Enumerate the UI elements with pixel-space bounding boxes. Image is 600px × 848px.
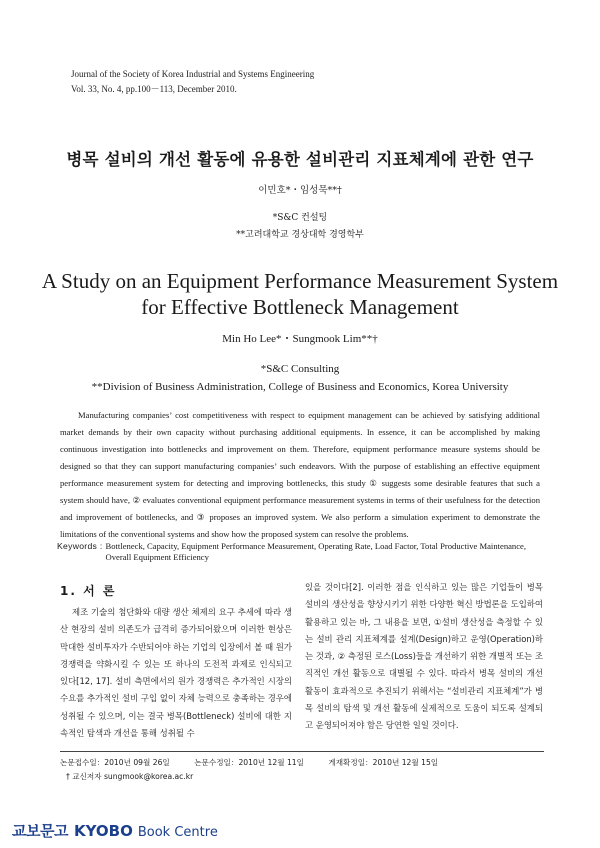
journal-volume: Vol. 33, No. 4, pp.100－113, December 2010.	[71, 84, 237, 94]
logo-korean: 교보문고	[12, 822, 68, 840]
section-heading: 1. 서 론	[60, 584, 117, 598]
english-authors: Min Ho Lee*・Sungmook Lim**†	[222, 333, 378, 345]
english-title-line-2: for Effective Bottleneck Management	[141, 295, 459, 319]
kyobo-watermark-logo	[12, 820, 218, 841]
submission-dates	[60, 757, 460, 768]
accepted-date: 게재확정일：2010년 12월 15일	[328, 758, 439, 767]
footnote-divider	[60, 751, 544, 752]
keywords-label: Keywords :	[57, 541, 103, 551]
keywords	[57, 541, 547, 563]
english-affiliation-2: **Division of Business Administration, College of Business and Economics, Korea University	[91, 381, 509, 393]
corresponding-author: † 교신저자 sungmook@korea.ac.kr	[66, 772, 194, 781]
keywords-text: Bottleneck, Capacity, Equipment Performance Measurement, Operating Rate, Load Factor, Total Productive Maintenance, Overall Equipment Efficiency	[105, 541, 527, 562]
korean-authors: 이민호*・임성묵**†	[258, 185, 342, 196]
journal-header	[71, 67, 314, 97]
english-title-line-1: A Study on an Equipment Performance Measurement System	[41, 269, 559, 293]
logo-english: KYOBO	[73, 822, 133, 840]
korean-title: 병목 설비의 개선 활동에 유용한 설비관리 지표체계에 관한 연구	[66, 150, 534, 169]
journal-name: Journal of the Society of Korea Industrial and Systems Engineering	[71, 69, 315, 79]
body-column-right: 있을 것이다[2]. 이러한 점을 인식하고 있는 많은 기업들이 병목 설비의 생산성을 향상시키기 위한 다양한 혁신 방법론을 도입하여 활용하고 있는 바, 그 내용을 보면, ①설비 생산성을 측정할 수 있는 설비 관리 지표체계를 설계(Design)하고 운영(Operation)하는 것과, ② 측정된 로스(Loss)들을 개선하기 위한 개별적 또는 조직적인 개선 활동으로 대별될 수 있다. 따라서 병목 설비의 개선 활동이 효과적으로 추진되기 위해서는 “설비관리 지표체계”가 병목 설비의 탐색 및 개선 활동에 실제적으로 도움이 되도록 설계되고 운영되어져야 함은 당연한 일일 것이다.	[305, 582, 543, 731]
logo-subtitle: Book Centre	[137, 825, 218, 840]
revised-date: 논문수정일：2010년 12월 11일	[194, 758, 304, 767]
english-title	[0, 268, 600, 320]
abstract: Manufacturing companies’ cost competitiveness with respect to equipment management can be achieved by satisfying additional market demands by their own capacity without purchasing additional equipments. In essence, it can be accomplished by making continuous investigation into bottlenecks and improvement on them. Therefore, equipment performance measure systems should be designed so that they can support manufacturing companies’ such endeavors. With the purpose of establishing an effective equipment performance measurement system for detecting and improving bottlenecks, this study ① suggests some desirable features that such a system should have, ② evaluates conventional equipment performance measurement systems in terms of their usefulness for the detection and improvement of bottlenecks, and ③ proposes an improved system. We also perform a simulation experiment to demonstrate the limitations of the conventional systems and show how the proposed system can resolve the problems.	[60, 410, 540, 539]
body-column-left: 제조 기술의 첨단화와 대량 생산 체제의 요구 추세에 따라 생산 현장의 설비 의존도가 급격히 증가되어왔으며 이러한 현상은 막대한 설비투자가 수반되어야 하는 기업의 입장에서 볼 때 원가 경쟁력을 약화시킬 수 있는 또 하나의 도전적 과제로 인식되고 있다[12, 17]. 설비 측면에서의 원가 경쟁력은 추가적인 시장의 수요를 추가적인 설비 구입 없이 자체 능력으로 충족하는 경우에 성취될 수 있으며, 이는 결국 병목(Bottleneck) 설비에 대한 지속적인 탐색과 개선을 통해 성취될 수	[60, 607, 292, 739]
korean-affiliation-2: **고려대학교 경상대학 경영학부	[236, 230, 364, 240]
english-affiliation-1: *S&C Consulting	[260, 363, 340, 375]
korean-affiliation-1: *S&C 컨설팅	[272, 213, 328, 223]
english-affiliations	[0, 360, 600, 396]
received-date: 논문접수일：2010년 09월 26일	[60, 758, 170, 767]
korean-affiliations	[0, 210, 600, 244]
